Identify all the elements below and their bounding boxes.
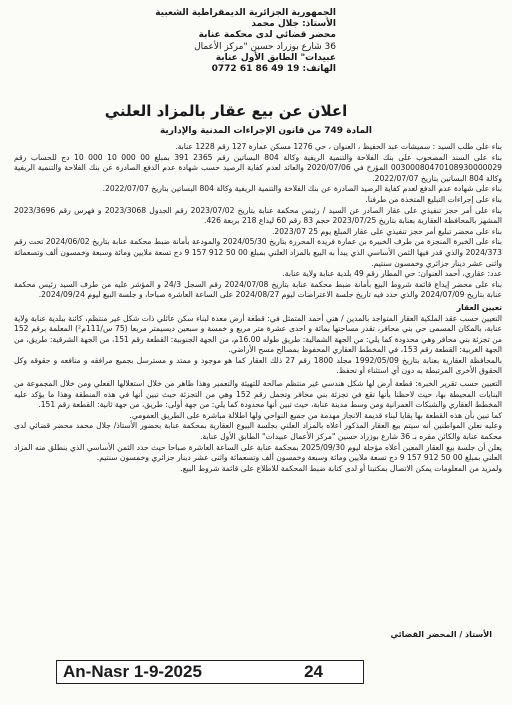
legal-notice [6, 2, 506, 658]
body-paragraph: يعلن أن جلسة بيع العقار المعين أعلاه مؤجلة ليوم 2025/09/30 بمحكمة عنابة على الساعة العاشرة صباحا حيث حدد الثمن الأساسي الذي ينطلق منه المزاد العلني بمبلغ 00 50 912 157 9 دج تسعة ملايين ومائة وسبعة وخمسون ألف وتسعمائة واثنى عشر دينار جزائري وخمسون سنتيم. [14, 442, 502, 463]
body-paragraph: عدد: عقاري، أحمد العنوان: حي المطار رقم 49 بلدية عنابة ولاية عنابة. [282, 269, 502, 279]
body-paragraph: التعيين حسب تقرير الخبرة: قطعة أرض لها شكل هندسي غير منتظم صالحة للتهيئة والتعمير وهذا ظاهر من خلال استغلالها الفعلي ومن خلال المجموعة من البنايات المحيطة بها، حيث لاحظنا بأنها تقع في تجزئة بني محافر وتحمل رقم 152 وهي من التجزئة حيث تبين أنها في هذه المنطقة وهذا ما يؤكد عليه المخطط العقاري والشبكات العمرانية ومن وسط مدينة عنابة، حيث تبين أنها محدودة كما يلي: من جهة أولى: طريق، من جهة ثانية: القطعة رقم 151. [14, 379, 502, 410]
notice-title: اعلان عن بيع عقار بالمزاد العلني [104, 102, 348, 120]
body-paragraph: بناء على إجراءات التبليغ المتخذة من طرفنا. [365, 194, 502, 204]
body-paragraph: بناء على محضر إيداع قائمة شروط البيع بأمانة ضبط محكمة عنابة بتاريخ 2024/07/08 رقم السجل 24/3 و المؤشر عليه من طرف السيد رئيس محكمة عنابة بتاريخ 2024/07/09 والذي حدد فيه تاريخ جلسة الاعتراضات ليوم 2024/08/27 على الساعة العاشرة صباحا، و جلسة البيع ليوم 2024/09/24. [14, 279, 503, 300]
body-paragraph: التعيين حسب عقد الملكية العقار المتواجد بالمدين / هني أحمد المتمثل في: قطعة أرض معدة لبناء سكن عائلي ذات شكل غير منتظم، كائنة ببلدية عنابة ولاية عنابة، بالمكان المسمى حي بني محافر، تقدر مساحتها بمائة و احدى عشرة متر مربع و خمسة و سبعين ديسيمتر مربعا (75 س/111م²) المعلمة برقم 152 من تجزئة بني محافر وهي محدودة كما يلي: من الجهة الشمالية: طريق طوله 16.00م، من الجهة الجنوبية: القطعة رقم 151، من الجهة الشرقية: طريق، من الجهة الغربية: القطعة رقم 153، في المخطط العقاري المحفوظ بمصالح مسح الأراضي. [14, 313, 502, 355]
body-paragraph: ولمزيد من المعلومات يمكن الاتصال بمكتبنا أو لدى كتابة ضبط المحكمة للاطلاع على قائمة شروط البيع. [180, 463, 502, 473]
notice-body [14, 142, 502, 474]
body-paragraph: بناء على شهادة عدم الدفع لعدم كفاية الرصيد الصادرة عن بنك الفلاحة والتنمية الريفية وكالة 804 البساتين بتاريخ 2022/07/07. [102, 184, 502, 194]
newspaper-name-date: An-Nasr 1-9-2025 [63, 662, 202, 681]
body-paragraph: بناء على أمر حجز تنفيذي على عقار الصادر عن السيد / رئيس محكمة عنابة بتاريخ 2023/07/02 رقم الجدول 2023/3068 و فهرس رقم 2023/3696 المشهر بالمحافظة العقارية بعنابة بتاريخ 2023/07/25 حجم 83 رقم 60 ليداع 218 بربعة 426. [14, 205, 503, 226]
body-paragraph: بناء على السند المصحوب على بنك الفلاحة والتنمية الريفية وكالة 804 البساتين رقم 2365 391 بمبلغ 00 000 10 000 10 دج للحساب رقم 00300080470108930000029 المؤرخ في 2020/07/06 والعائد لعدم كفاية الرصيد حسب شهادة عدم الدفع الصادرة عن بنك الفلاحة والتنمية الريفية وكالة 804 البساتين بتاريخ 2022/07/07. [14, 152, 502, 183]
body-paragraph: وعليه نعلن المواطنين أنه سيتم بيع العقار المذكور أعلاه بالمزاد العلني بجلسة البيوع العقارية بمحكمة عنابة بحضور الأستاذ/ جلال محمد محضر قضائي لدى محكمة عنابة والكائن مقره بـ 36 شارع بوزراد حسين "مركز الأعمال عبيدات" الطابق الأول عنابة. [14, 421, 502, 442]
header-line: الهاتف: 19 49 86 61 0772 [211, 64, 336, 75]
header-line: الجمهورية الجزائرية الديمقراطية الشعبية [155, 8, 336, 18]
newspaper-footer [56, 660, 364, 684]
section-heading: تعيين العقار [456, 302, 502, 312]
header-line: محضر قضائي لدى محكمة عنابة [198, 30, 336, 41]
header-line: 36 شارع بوزراد حسين "مركز الأعمال [194, 41, 336, 52]
page-number: 24 [304, 662, 323, 681]
body-paragraph: بالمحافظة العقارية بعنابة بتاريخ 1992/05/09 مجلد 1800 رقم 27 ذلك العقار كما هو موجود و ممتد و مسترسل بجميع مرافقه و منافعه و حقوقه وكل الحقوق الأخرى المرتبطة به دون أي استثناء أو تحفظ. [14, 355, 502, 376]
body-paragraph: بناء على محضر تبليغ أمر حجز تنفيذي على عقار المبلغ يوم 25 2023/07. [271, 226, 502, 236]
header-line: الأستاذ: جلال محمد [251, 19, 336, 30]
notice-subtitle: المادة 749 من قانون الإجراءات المدنية والإدارية [159, 126, 373, 136]
body-paragraph: بناء على الخبرة المنجزة من طرف الخبيرة بن عمارة فريدة المحررة بتاريخ 2024/05/30 والمودعة بأمانة ضبط محكمة عنابة بتاريخ 2024/06/02 تحت رقم 2024/373 والذي قدر فيها الثمن الأساسي الذي يبدأ به البيع بالمزاد العلني بمبلغ 00 50 912 157 9 دج تسعة ملايين ومائة وسبعة وخمسون ألف وتسعمائة واثنى عشر دينار جزائري وخمسون سنتيم. [14, 237, 503, 268]
body-paragraph: كما تبين بأن هذه القطعة بها بقايا لبناء قديمة الانجاز مهدمة من جميع النواحي ولها اطلالة مباشرة على الطريق العمومي. [129, 410, 502, 420]
body-paragraph: بناء على طلب السيد : سميشات عبد الحفيظ ، العنوان ، حي 1276 مسكن عمارة 127 رقم 1228 عنابة. [175, 142, 502, 151]
bailiff-signature: الأستاذ / المحضر القضائي [390, 630, 492, 639]
header-line: عبيدات" الطابق الأول عنابة [215, 52, 336, 63]
notice-header [36, 8, 336, 75]
